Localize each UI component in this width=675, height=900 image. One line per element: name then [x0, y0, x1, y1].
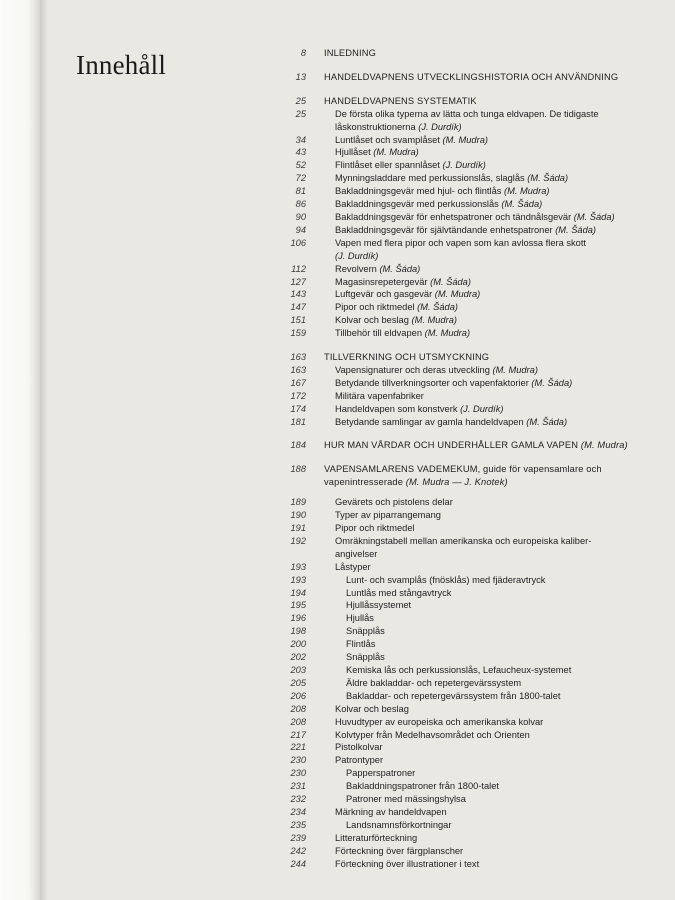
toc-entry-title: Äldre bakladdar- och repetergevärssystem — [346, 677, 522, 688]
toc-entry — [262, 327, 662, 340]
toc-entry — [262, 806, 662, 819]
toc-page-number: 189 — [290, 497, 306, 508]
toc-entry-text — [306, 496, 662, 509]
toc-entry — [262, 377, 662, 390]
toc-page-number: 202 — [290, 652, 306, 663]
toc-entry — [262, 664, 662, 677]
toc-entry-title: Vapensignaturer och deras utveckling — [335, 364, 490, 375]
toc-page-number: 127 — [290, 276, 306, 287]
toc-page-number: 94 — [295, 224, 306, 235]
toc-entry-title: Militära vapenfabriker — [335, 390, 424, 401]
toc-entry-text — [306, 509, 662, 522]
toc-entry-text — [306, 463, 662, 489]
toc-page-number: 230 — [290, 768, 306, 779]
toc-entry-title: Snäpplås — [346, 626, 385, 637]
toc-entry-text — [306, 314, 662, 327]
toc-entry-author: (J. Durdík) — [442, 160, 486, 171]
toc-entry-title: HUR MAN VÅRDAR OCH UNDERHÅLLER GAMLA VAPEN — [324, 440, 579, 451]
toc-entry-text — [306, 664, 662, 677]
toc-entry-title: Hjullåset — [335, 147, 371, 158]
toc-entry-text — [306, 793, 662, 806]
toc-entry-text — [306, 587, 662, 600]
toc-entry-title: Låstyper — [335, 561, 371, 572]
toc-page-number: 106 — [290, 237, 306, 248]
toc-entry — [262, 625, 662, 638]
page-gutter-shadow — [40, 0, 48, 900]
toc-entry-title: Luntlåset och svamplåset — [335, 134, 440, 145]
toc-entry-author: (M. Mudra) — [411, 315, 457, 326]
toc-entry-text — [306, 651, 662, 664]
toc-page-number: 234 — [290, 806, 306, 817]
toc-page-number: 196 — [290, 613, 306, 624]
toc-entry-text — [306, 403, 662, 416]
toc-page-number: 198 — [290, 626, 306, 637]
toc-entry-title: Bakladdar- och repetergevärssystem från 1800-talet — [346, 690, 561, 701]
toc-entry — [262, 651, 662, 664]
toc-entry-title: Betydande samlingar av gamla handeldvapen — [335, 416, 524, 427]
toc-entry-title: Magasinsrepetergevär — [335, 276, 428, 287]
toc-entry-text — [306, 416, 662, 429]
toc-entry — [262, 793, 662, 806]
toc-entry-text — [306, 858, 662, 871]
toc-page-number: 194 — [290, 587, 306, 598]
toc-entry-author: (M. Šáda) — [379, 263, 421, 274]
toc-page-number: 52 — [295, 160, 306, 171]
toc-entry-author: (M. Mudra) — [424, 328, 471, 339]
toc-entry-title: Pipor och riktmedel — [335, 523, 415, 533]
toc-entry-title: Bakladdningsgevär med perkussionslås — [335, 199, 499, 210]
toc-page-number: 239 — [290, 832, 306, 843]
toc-entry — [262, 638, 662, 651]
toc-page-number: 13 — [295, 71, 306, 82]
toc-page-number: 167 — [290, 377, 306, 388]
toc-entry — [262, 574, 662, 587]
toc-entry-title: INLEDNING — [324, 48, 376, 58]
toc-section-heading — [262, 71, 662, 84]
toc-entry-author: (M. Mudra) — [373, 147, 419, 158]
toc-entry — [262, 535, 662, 561]
toc-page-number: 195 — [290, 600, 306, 611]
toc-entry-text — [306, 780, 662, 793]
toc-entry — [262, 587, 662, 600]
toc-entry-title: Tillbehör till eldvapen — [335, 328, 422, 339]
toc-page-number: 200 — [290, 639, 306, 650]
toc-entry-title: Omräkningstabell mellan amerikanska och europeiska kaliber- angivelser — [335, 535, 592, 559]
toc-entry-text — [306, 561, 662, 574]
toc-section-heading — [262, 47, 662, 60]
toc-entry-title: Hjullåssystemet — [346, 600, 412, 611]
toc-page-number: 174 — [290, 403, 306, 414]
toc-page-number: 34 — [295, 134, 306, 145]
toc-entry-text — [306, 159, 662, 172]
toc-entry-author: (M. Mudra) — [442, 134, 488, 145]
toc-entry-text — [306, 301, 662, 314]
toc-entry — [262, 224, 662, 237]
toc-page-number: 230 — [290, 755, 306, 766]
toc-entry-title: VAPENSAMLARENS VADEMEKUM, guide för vapensamlare och vapenintresserade — [324, 464, 602, 488]
toc-entry-text — [306, 108, 662, 134]
toc-entry-text — [306, 638, 662, 651]
toc-page-number: 181 — [290, 416, 306, 427]
toc-entry-title: Snäpplås — [346, 652, 385, 663]
toc-entry-title: Kolvtyper från Medelhavsområdet och Orienten — [335, 729, 530, 740]
toc-page-number: 206 — [290, 690, 306, 701]
toc-entry-title: Pistolkolvar — [335, 742, 383, 753]
toc-entry — [262, 134, 662, 147]
toc-entry — [262, 832, 662, 845]
toc-entry — [262, 677, 662, 690]
toc-entry-title: TILLVERKNING OCH UTSMYCKNING — [324, 352, 490, 363]
toc-entry-title: Papperspatroner — [346, 768, 416, 779]
toc-entry-text — [306, 198, 662, 211]
toc-entry — [262, 364, 662, 377]
toc-section-heading — [262, 351, 662, 364]
toc-page-number: 192 — [290, 535, 306, 546]
toc-entry-text — [306, 612, 662, 625]
toc-entry — [262, 390, 662, 403]
toc-entry-text — [306, 677, 662, 690]
toc-entry-title: Handeldvapen som konstverk — [335, 403, 458, 414]
toc-page-number: 86 — [295, 199, 306, 210]
toc-entry — [262, 599, 662, 612]
toc-entry-author: (M. Šáda) — [527, 173, 569, 184]
toc-entry — [262, 780, 662, 793]
toc-entry-text — [306, 224, 662, 237]
toc-entry-text — [306, 845, 662, 858]
toc-page-number: 172 — [290, 390, 306, 401]
page-edge — [0, 0, 40, 900]
toc-entry-title: HANDELDVAPNENS UTVECKLINGSHISTORIA OCH ANVÄNDNING — [324, 71, 619, 82]
toc-entry-title: Luntlås med stångavtryck — [346, 587, 452, 598]
toc-entry-title: Revolvern — [335, 263, 377, 274]
toc-entry-text — [306, 729, 662, 742]
toc-page-number: 190 — [290, 510, 306, 521]
toc-entry — [262, 729, 662, 742]
toc-page-number: 235 — [290, 819, 306, 830]
toc-entry-text — [306, 535, 662, 561]
toc-entry-author: (J. Durdík) — [418, 121, 462, 132]
toc-entry-text — [306, 599, 662, 612]
toc-entry-title: Patrontyper — [335, 755, 384, 766]
toc-page-number: 191 — [290, 523, 306, 533]
toc-entry-author: (M. Mudra) — [492, 364, 538, 375]
toc-entry — [262, 561, 662, 574]
toc-page-number: 8 — [300, 48, 306, 58]
toc-page-number: 163 — [290, 364, 306, 375]
toc-entry-text — [306, 276, 662, 289]
toc-entry-text — [306, 439, 662, 452]
toc-entry-title: Kemiska lås och perkussionslås, Lefaucheux-systemet — [346, 664, 572, 675]
toc-entry-title: Typer av piparrangemang — [335, 510, 441, 521]
toc-page-number: 242 — [290, 845, 306, 856]
toc-entry-text — [306, 716, 662, 729]
toc-entry-text — [306, 703, 662, 716]
toc-entry-title: Hjullås — [346, 613, 374, 624]
toc-entry-title: Kolvar och beslag — [335, 315, 409, 326]
toc-entry-text — [306, 377, 662, 390]
toc-entry-author: (M. Mudra) — [580, 440, 628, 451]
toc-entry — [262, 509, 662, 522]
toc-page-number: 221 — [290, 742, 306, 753]
toc-page-number: 231 — [290, 781, 306, 792]
toc-page-number: 147 — [290, 302, 306, 313]
toc-entry-title: Bakladdningspatroner från 1800-talet — [346, 781, 499, 792]
toc-entry-title: Lunt- och svamplås (fnösklås) med fjäderavtryck — [346, 574, 546, 585]
toc-entry-author: (M. Mudra) — [504, 186, 550, 197]
toc-entry-text — [306, 522, 662, 535]
toc-page-number: 193 — [290, 574, 306, 585]
toc-page-number: 151 — [290, 315, 306, 326]
toc-entry-title: Huvudtyper av europeiska och amerikanska kolvar — [335, 716, 544, 727]
toc-entry — [262, 288, 662, 301]
toc-entry-author: (M. Šáda) — [430, 276, 471, 287]
toc-entry — [262, 159, 662, 172]
toc-entry — [262, 237, 662, 263]
toc-entry-title: Förteckning över färgplanscher — [335, 845, 464, 856]
toc-page-number: 188 — [290, 464, 306, 475]
toc-entry-title: Bakladdningsgevär för enhetspatroner och tändnålsgevär — [335, 211, 572, 222]
toc-entry-author: (M. Šáda) — [531, 377, 573, 388]
toc-entry — [262, 612, 662, 625]
toc-entry — [262, 858, 662, 871]
toc-page-number: 217 — [290, 729, 306, 740]
toc-entry — [262, 172, 662, 185]
toc-page-number: 143 — [290, 289, 306, 300]
toc-entry-title: Patroner med mässingshylsa — [346, 794, 466, 805]
toc-entry-author: (M. Mudra) — [434, 289, 481, 300]
toc-entry-text — [306, 806, 662, 819]
toc-entry-title: Gevärets och pistolens delar — [335, 497, 453, 508]
toc-entry-title: Pipor och riktmedel — [335, 302, 415, 313]
toc-page-number: 244 — [290, 858, 306, 869]
toc-entry-text — [306, 364, 662, 377]
toc-page-number: 232 — [290, 794, 306, 805]
toc-entry — [262, 767, 662, 780]
toc-page-number: 163 — [290, 352, 306, 363]
toc-entry-text — [306, 211, 662, 224]
toc-entry-text — [306, 134, 662, 147]
toc-entry-text — [306, 390, 662, 403]
toc-page-number: 72 — [295, 173, 306, 184]
toc-page-number: 43 — [295, 147, 306, 158]
toc-entry-title: Flintlåset eller spannlåset — [335, 160, 440, 171]
toc-page-number: 208 — [290, 703, 306, 714]
toc-page-number: 193 — [290, 561, 306, 572]
toc-entry-title: Litteraturförteckning — [335, 832, 418, 843]
toc-page-number: 25 — [295, 108, 306, 119]
toc-entry-text — [306, 185, 662, 198]
toc-entry-text — [306, 819, 662, 832]
toc-entry — [262, 416, 662, 429]
toc-entry-author: (M. Mudra — J. Knotek) — [405, 477, 508, 488]
toc-entry-text — [306, 327, 662, 340]
toc-page-number: 25 — [295, 95, 306, 106]
toc-entry-author: (M. Šáda) — [501, 199, 543, 210]
toc-entry-text — [306, 351, 662, 364]
toc-entry — [262, 716, 662, 729]
toc-entry — [262, 263, 662, 276]
toc-entry-title: Vapen med flera pipor och vapen som kan avlossa flera skott — [335, 237, 586, 248]
toc-entry-text — [306, 47, 662, 60]
toc-entry — [262, 403, 662, 416]
toc-entry-title: HANDELDVAPNENS SYSTEMATIK — [324, 95, 477, 106]
toc-entry-author: (M. Šáda) — [573, 211, 615, 222]
toc-entry-text — [306, 71, 662, 84]
toc-page-number: 159 — [290, 328, 306, 339]
toc-entry-author: (J. Durdík) — [335, 250, 379, 261]
toc-entry — [262, 845, 662, 858]
toc-page-number: 203 — [290, 664, 306, 675]
toc-entry-title: Bakladdningsgevär för självtändande enhetspatroner — [335, 224, 553, 235]
toc-entry-text — [306, 263, 662, 276]
toc-entry-text — [306, 767, 662, 780]
toc-section-heading — [262, 439, 662, 452]
toc-entry — [262, 690, 662, 703]
page-title: Innehåll — [76, 50, 167, 80]
toc-page-number: 205 — [290, 677, 306, 688]
toc-entry-title: Kolvar och beslag — [335, 703, 409, 714]
toc-section-heading — [262, 463, 662, 489]
toc-entry — [262, 301, 662, 314]
toc-entry-title: Flintlås — [346, 639, 376, 650]
toc-page-number: 184 — [290, 440, 306, 451]
toc-entry — [262, 819, 662, 832]
toc-page-number: 81 — [295, 186, 306, 197]
toc-entry-title: Bakladdningsgevär med hjul- och flintlås — [335, 186, 502, 197]
toc-entry-text — [306, 741, 662, 754]
toc-entry — [262, 314, 662, 327]
toc-entry-text — [306, 146, 662, 159]
table-of-contents — [262, 47, 662, 870]
toc-entry-title: De första olika typerna av lätta och tunga eldvapen. De tidigaste låskonstruktionerna — [335, 108, 599, 132]
toc-entry — [262, 146, 662, 159]
toc-entry — [262, 754, 662, 767]
toc-entry-title: Luftgevär och gasgevär — [335, 289, 433, 300]
toc-page-number: 90 — [295, 211, 306, 222]
toc-entry-text — [306, 172, 662, 185]
toc-entry — [262, 185, 662, 198]
toc-entry — [262, 108, 662, 134]
toc-entry — [262, 741, 662, 754]
toc-entry-title: Märkning av handeldvapen — [335, 806, 447, 817]
toc-section-heading — [262, 95, 662, 108]
toc-entry-text — [306, 832, 662, 845]
toc-entry-text — [306, 754, 662, 767]
toc-entry-author: (M. Šáda) — [417, 302, 458, 313]
toc-entry-author: (M. Šáda) — [526, 416, 568, 427]
toc-page-number: 112 — [291, 263, 306, 274]
toc-page-number: 208 — [290, 716, 306, 727]
toc-entry-author: (M. Šáda) — [555, 224, 597, 235]
toc-entry — [262, 211, 662, 224]
toc-entry — [262, 522, 662, 535]
toc-entry-text — [306, 574, 662, 587]
toc-entry — [262, 198, 662, 211]
toc-entry — [262, 276, 662, 289]
toc-entry-text — [306, 625, 662, 638]
toc-entry-title: Mynningsladdare med perkussionslås, slaglås — [335, 173, 525, 184]
toc-entry-text — [306, 237, 662, 263]
toc-entry — [262, 703, 662, 716]
toc-entry-title: Landsnamnsförkortningar — [346, 819, 452, 830]
toc-entry-text — [306, 690, 662, 703]
toc-entry-title: Betydande tillverkningsorter och vapenfaktorier — [335, 377, 529, 388]
toc-entry-text — [306, 288, 662, 301]
toc-entry-title: Förteckning över illustrationer i text — [335, 858, 480, 869]
toc-entry-text — [306, 95, 662, 108]
toc-entry — [262, 496, 662, 509]
toc-entry-author: (J. Durdík) — [460, 403, 504, 414]
